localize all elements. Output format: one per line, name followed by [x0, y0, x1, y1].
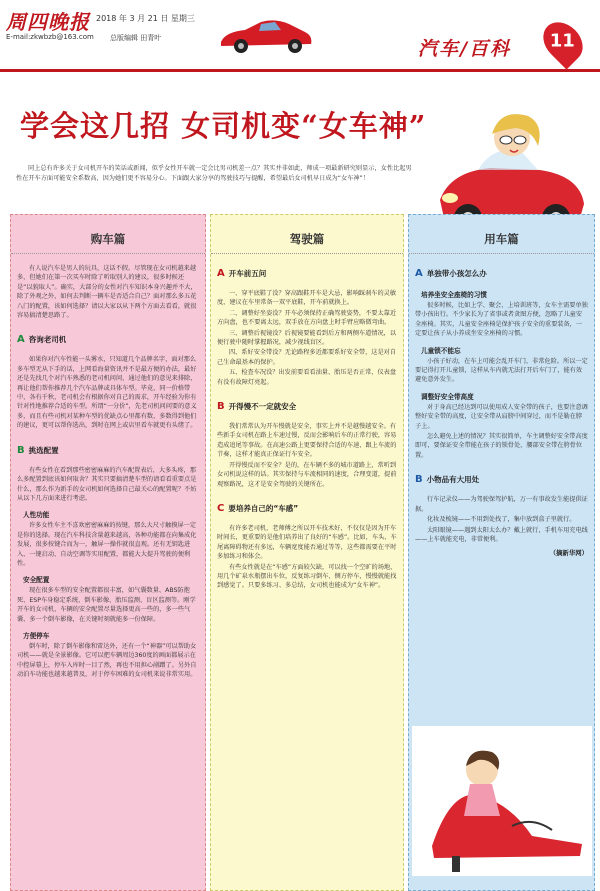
minor-heading: 调整好安全带高度 — [421, 392, 474, 401]
section-title: 汽车/百科 — [418, 38, 511, 60]
article-paragraph: 太阳眼镜——遇到太阳太么办？戴上就行，手机车用充电线——上车就能充电，非常便利。 — [415, 526, 588, 543]
article-paragraph: 怎么避免上述的情况？其实很简单，车主调整好安全带高度即可，要保证安全带能在孩子的锁骨处，腰部安全带在胯骨位置。 — [415, 433, 588, 459]
masthead — [0, 0, 600, 70]
article-paragraph: 行车记录仪——为驾驶保驾护航，万一有事故发生能提供证据。 — [415, 496, 588, 513]
column-buying — [10, 214, 206, 891]
page-number: 11 — [549, 30, 575, 52]
subheading-letter: A — [217, 268, 225, 279]
subheading — [217, 268, 397, 279]
minor-heading: 人性功能 — [23, 511, 50, 520]
woman-with-high-heel-icon — [412, 726, 592, 876]
minor-heading: 方便停车 — [23, 631, 50, 640]
subheading-text: 单独带小孩怎么办 — [426, 269, 487, 278]
subheading-letter: C — [217, 502, 225, 514]
article-paragraph: 很多时候，比如上学、聚会、上培训班等，女车主需要单独带小孩出行。不少家长为了省事或者贪图方便，忽略了儿童安全座椅。其实，儿童安全座椅是保护孩子安全的重要装备，一定要让孩子从小养成坐安全座椅的习惯。 — [415, 302, 588, 338]
subheading-letter: B — [217, 401, 225, 413]
column-body — [415, 268, 588, 557]
minor-heading: 儿童锁不能忘 — [421, 346, 461, 355]
subheading — [217, 401, 397, 412]
subheading-text: 咨询老司机 — [28, 335, 67, 345]
column-body — [17, 264, 199, 680]
column-title: 购车篇 — [11, 215, 205, 254]
subheading-text: 开得慢不一定就安全 — [228, 402, 297, 412]
subheading — [17, 334, 199, 345]
article-paragraph: 对于身高已经达到可以使用成人安全带的孩子，也要注意调整好安全带的高度，让安全带从肩膀中间穿过，而不是勒在脖子上。 — [415, 403, 588, 430]
article-paragraph: 许多女性车主不喜欢密密麻麻的按键，那么大尺寸触摸屏一定是你的选择。现在汽车科技含量越来越高，各种功能都在向集成化发展，很多按键合而为一，触屏一操作就很直观。还有无钥匙进入、一键启动、自动空调等实用配置，都能大大提升驾驶的便利性。 — [17, 522, 197, 567]
subheading — [415, 268, 588, 279]
column-title: 驾驶篇 — [211, 215, 403, 254]
issue-date: 2018 年 3 月 21 日 星期三 — [96, 14, 195, 23]
article-paragraph: 有人说汽车是男人的玩具，这话不假。尽管现在女司机越来越多，但她们在第一次买车时除了听取别人的建议，很多时候还是“以貌取人”。确实，大部分的女性对汽车知识本身兴趣并不大，除了外观之外，如何去判断一辆车是否适合自己？面对那么多五花八门的配置，该如何选择？请以大家以从下两个方面去看看，就很容易搞清楚思路了。 — [17, 265, 197, 320]
column-body — [217, 268, 397, 591]
column-title: 用车篇 — [409, 215, 594, 254]
article-paragraph: 有许多老司机，老师傅之所以开车技术好，不仅仅是因为开车时间长，更重要的是他们培养出了良好的“车感”。比如，车头、车尾离障碍物还有多远，车辆宽度能否通过等等，这些都需要在平时多加练习和体会。 — [217, 524, 397, 561]
editor-credit: 总版编辑 田青叶 — [110, 34, 162, 42]
intro-paragraph: 同上总有许多关于女司机开车的笑话或新闻，似乎女性开车就一定会比男司机差一点？其实并非如此，师成一项最新研究则显示，女性比起男性在开车方面可能安全系数高，因为她们更不容易分心。下面跟大家分享的驾驶技巧与提醒，希望最后女司机早日成为“女车神”！ — [16, 165, 412, 182]
article-paragraph: 如果你对汽车性能一头雾水，只知道几个品牌名字，面对那么多车型无从下手的话，上网看海量资讯并不是最方便的办法，最好还是先找几个对汽车熟悉的老司机问问，通过他们的意见来排除，再让他们帮你推荐几个汽车品牌或具体车型。毕竟，同一价格带中，各有千秋，老司机会有根据你对自己的需求，开车经验为你有针对性地推荐合适的车型。所谓“一分价”，先老司机问问要的意义多，而且有些司机对某种车型的优缺点心里都有数，多数得到他们的建议，更可以帮你选出，到时在网上或店里看车就更有头绪了。 — [17, 356, 197, 430]
article-paragraph: 一、穿平底鞋了没？穿高跟鞋开车是大忌，影响踩刹车的灵敏度，建议在车里常备一双平底鞋，开车前就换上。 — [217, 290, 397, 307]
article-paragraph: 现在很多车型的安全配置都很丰富，如气囊数量、ABS防抱死、ESP车身稳定系统、倒车影像、胎压监测、盲区监测等。刚学开车的女司机，车辆的安全配置尽量选择更高一些的，多一些气囊、多一个倒车影像，在关键时刻就能多一份保障。 — [17, 587, 196, 623]
subheading — [17, 445, 199, 456]
minor-heading: 安全配置 — [23, 576, 50, 585]
subheading-letter: B — [17, 444, 25, 456]
column-driving — [210, 214, 404, 891]
article-paragraph: 有些女性就是在“车感”方面较欠缺，可以找一个空旷的场地，用几个矿泉水瓶摆出车位，反复练习倒车、侧方停车，慢慢就能找到感觉了。只要多练习、多总结，女司机也能成为“女车神”。 — [217, 563, 397, 590]
subheading-text: 挑选配置 — [28, 445, 59, 455]
article-paragraph: 二、调整好坐姿没？开车必须保持正确驾驶姿势，不要太靠近方向盘，也不要离太远，双手放在方向盘上时手臂应略微弯曲。 — [217, 309, 397, 327]
newspaper-logo: 周四晚报 — [6, 10, 90, 34]
header-divider — [0, 69, 600, 72]
subheading-text: 开车前五问 — [228, 269, 267, 278]
article-paragraph: 四、系好安全带没？无论路程多近都要系好安全带，这是对自己生命最基本的保护。 — [217, 349, 397, 366]
subheading-text: 要培养自己的“车感” — [228, 503, 299, 513]
article-paragraph: 五、检查车况没？出发前要看看油量、胎压是否正常，仪表盘有没有故障灯亮起。 — [217, 369, 397, 386]
source-credit: （摘新华网） — [549, 549, 588, 558]
article-paragraph: 倒车时，除了倒车影像和雷达外，还有一个“神器”可以帮助女司机——就是全景影像。它可以把车辆周边360度的画面都展示在中控屏幕上，停车入库时一目了然，再也不用担心剐蹭了。另外自动泊车功能也越来越普及，对于停车困难的女司机来说非常实用。 — [17, 642, 197, 679]
subheading-letter: B — [415, 474, 423, 486]
minor-heading: 培养坐安全座椅的习惯 — [421, 291, 487, 299]
headline: 学会这几招 女司机变“女车神” — [20, 109, 427, 143]
subheading-letter: A — [415, 268, 423, 279]
article-paragraph: 开得慢反而不安全？是的，在车辆不多的城市道路上，常听到女司机说这样的话。其实保持与车流相同的速度，合理变道，提前观察路况，这才是安全驾驶的关键所在。 — [217, 461, 397, 488]
article-paragraph: 化妆及梳镜——不用到处找了，集中放到盒子里就行。 — [427, 516, 576, 524]
subheading-letter: A — [17, 334, 25, 346]
page-number-badge — [535, 14, 590, 69]
contact-email: E-mail:zkwbzb@163.com — [6, 33, 94, 41]
article-paragraph: 有些女性在看到那些密密麻麻的汽车配置表后，大多头疼，那么多配置到底该如何取舍？其实只要搞清楚车型的请看看重要点是什么，那么作为新手的女司机如何选择自己最关心的配置呢？不妨从以下几方面来进行考虑。 — [17, 466, 197, 502]
subheading — [415, 474, 588, 485]
article-paragraph: 小孩子好动，在车上可能会乱开车门，非常危险。所以一定要记得打开儿童锁，这样从车内就无法打开后车门了，能有效避免意外发生。 — [415, 357, 588, 384]
red-sports-car-icon — [215, 10, 315, 58]
subheading-text: 小物品有大用处 — [426, 475, 480, 485]
article-paragraph: 三、调整后视镜没？后视镜要能看到后方和两侧车道情况，以便行驶中随时掌握路况，减少视线盲区。 — [217, 329, 397, 347]
article-paragraph: 我们常常认为开车慢就是安全，事实上并不是越慢越安全。有些新手女司机在路上车速过慢，反而会影响后车的正常行驶，容易造成追尾等事故。在高速公路上更要保持合适的车速，跟上车流的节奏，这样才能真正保证行车安全。 — [217, 423, 397, 459]
subheading — [217, 503, 397, 514]
